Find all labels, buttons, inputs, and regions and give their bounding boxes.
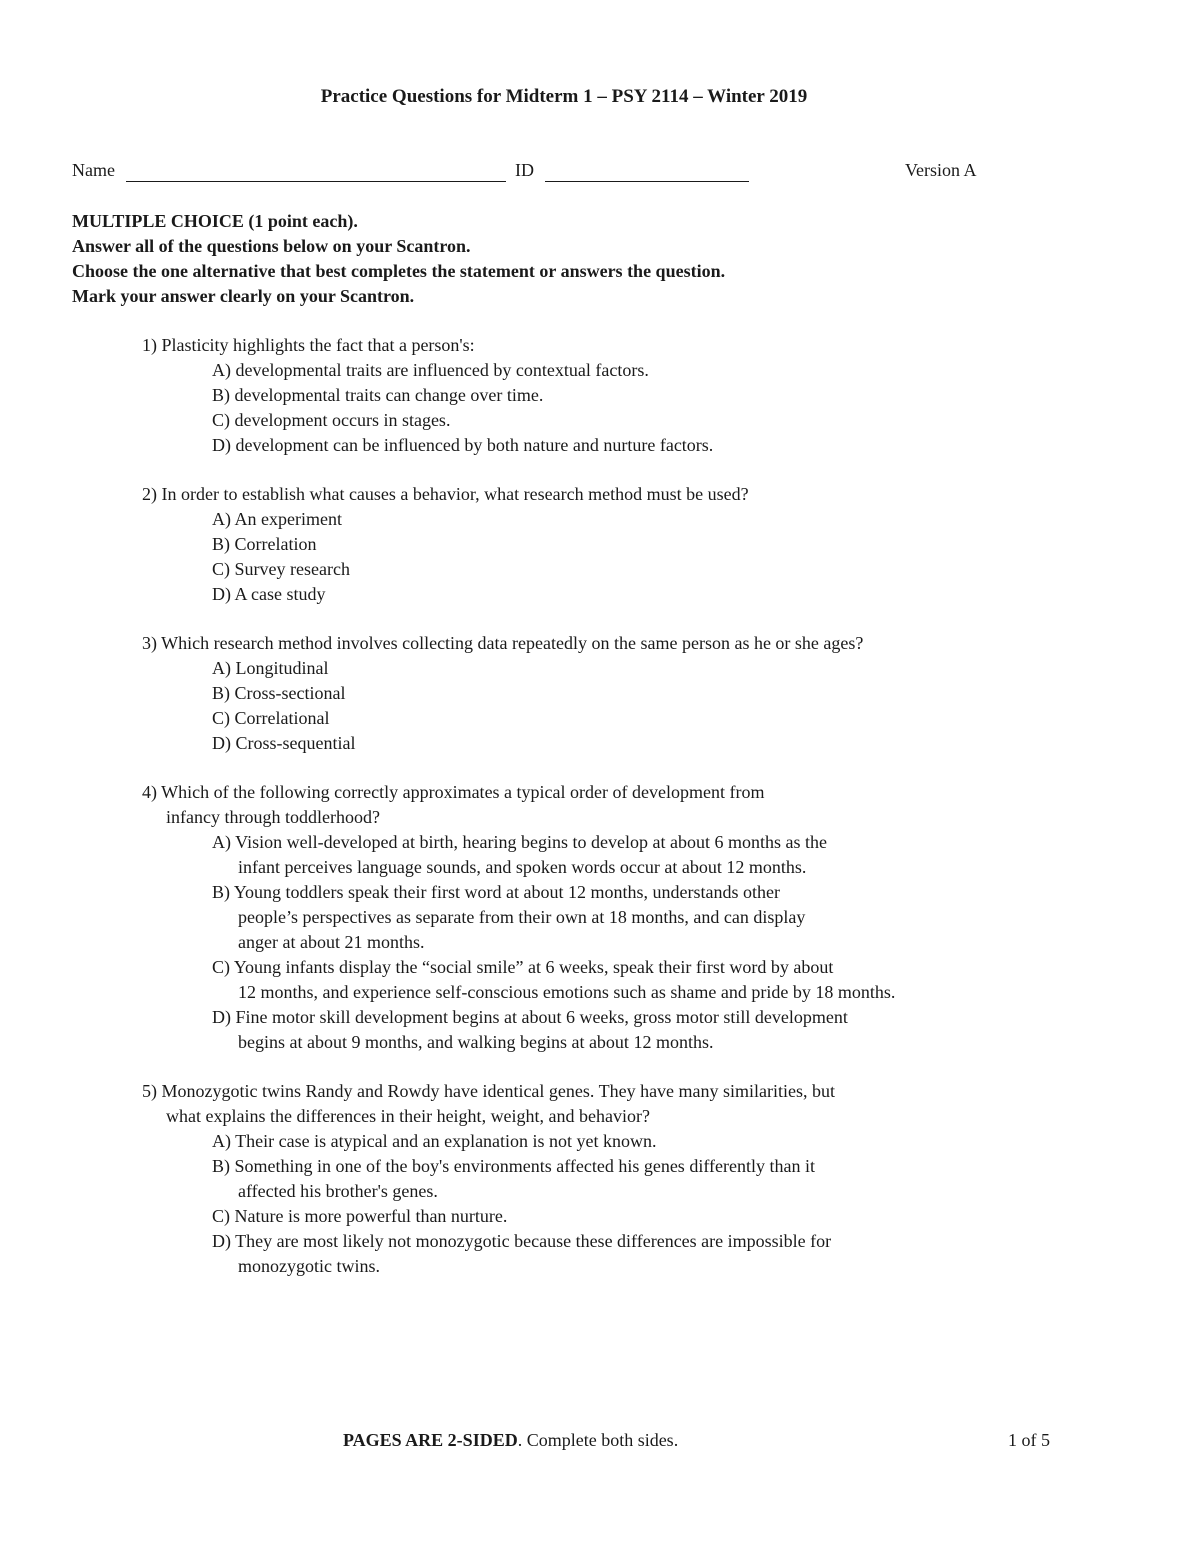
answer-choice: B) developmental traits can change over time. bbox=[212, 385, 544, 405]
question-stem: 1) Plasticity highlights the fact that a person's: bbox=[142, 335, 475, 355]
instructions-block bbox=[72, 209, 725, 309]
question-stem: 3) Which research method involves collecting data repeatedly on the same person as he or she ages? bbox=[142, 633, 864, 653]
question-stem: what explains the differences in their height, weight, and behavior? bbox=[166, 1106, 651, 1126]
page-number: 1 of 5 bbox=[1008, 1430, 1050, 1450]
version-label: Version A bbox=[905, 160, 977, 180]
question-item bbox=[142, 482, 1042, 607]
instructions-heading: MULTIPLE CHOICE (1 point each). bbox=[72, 211, 358, 231]
answer-choice: B) Correlation bbox=[212, 534, 317, 554]
answer-choice: monozygotic twins. bbox=[238, 1256, 380, 1276]
answer-choice: B) Something in one of the boy's environments affected his genes differently than it bbox=[212, 1156, 815, 1176]
question-stem: 4) Which of the following correctly approximates a typical order of development from bbox=[142, 782, 765, 802]
footer-note bbox=[343, 1430, 678, 1451]
answer-choice: 12 months, and experience self-conscious emotions such as shame and pride by 18 months. bbox=[238, 982, 896, 1002]
page-title: Practice Questions for Midterm 1 – PSY 2114 – Winter 2019 bbox=[320, 86, 808, 107]
question-item bbox=[142, 1079, 1042, 1279]
question-stem: infancy through toddlerhood? bbox=[166, 807, 380, 827]
footer-note-bold: PAGES ARE 2-SIDED bbox=[343, 1430, 518, 1450]
answer-choice: A) developmental traits are influenced by contextual factors. bbox=[212, 360, 649, 380]
question-item bbox=[142, 333, 1042, 458]
answer-choice: A) An experiment bbox=[212, 509, 342, 529]
answer-choice: D) A case study bbox=[212, 584, 326, 604]
instructions-line: Answer all of the questions below on your Scantron. bbox=[72, 236, 471, 256]
instructions-line: Choose the one alternative that best completes the statement or answers the question. bbox=[72, 261, 726, 281]
footer-note-text: . Complete both sides. bbox=[517, 1430, 679, 1450]
answer-choice: C) development occurs in stages. bbox=[212, 410, 451, 430]
answer-choice: D) Fine motor skill development begins at about 6 weeks, gross motor still development bbox=[212, 1007, 848, 1027]
question-list bbox=[142, 333, 1042, 1303]
student-info-row bbox=[72, 160, 1072, 188]
answer-choice: D) They are most likely not monozygotic because these differences are impossible for bbox=[212, 1231, 832, 1251]
page-footer bbox=[0, 1430, 1200, 1456]
answer-choice: C) Correlational bbox=[212, 708, 330, 728]
question-item bbox=[142, 780, 1042, 1055]
id-blank-line bbox=[545, 181, 749, 182]
question-item bbox=[142, 631, 1042, 756]
name-label: Name bbox=[72, 160, 115, 180]
answer-choice: A) Longitudinal bbox=[212, 658, 329, 678]
answer-choice: B) Young toddlers speak their first word at about 12 months, understands other bbox=[212, 882, 780, 902]
answer-choice: B) Cross-sectional bbox=[212, 683, 346, 703]
answer-choice: infant perceives language sounds, and spoken words occur at about 12 months. bbox=[238, 857, 807, 877]
name-blank-line bbox=[126, 181, 506, 182]
answer-choice: people’s perspectives as separate from their own at 18 months, and can display bbox=[238, 907, 806, 927]
answer-choice: C) Survey research bbox=[212, 559, 350, 579]
answer-choice: C) Nature is more powerful than nurture. bbox=[212, 1206, 508, 1226]
answer-choice: D) Cross-sequential bbox=[212, 733, 356, 753]
answer-choice: begins at about 9 months, and walking begins at about 12 months. bbox=[238, 1032, 714, 1052]
answer-choice: anger at about 21 months. bbox=[238, 932, 425, 952]
answer-choice: A) Vision well-developed at birth, hearing begins to develop at about 6 months as the bbox=[212, 832, 827, 852]
instructions-line: Mark your answer clearly on your Scantron. bbox=[72, 286, 415, 306]
question-stem: 2) In order to establish what causes a behavior, what research method must be used? bbox=[142, 484, 749, 504]
answer-choice: affected his brother's genes. bbox=[238, 1181, 438, 1201]
id-label: ID bbox=[515, 160, 534, 180]
answer-choice: A) Their case is atypical and an explanation is not yet known. bbox=[212, 1131, 657, 1151]
question-stem: 5) Monozygotic twins Randy and Rowdy have identical genes. They have many similarities, but bbox=[142, 1081, 836, 1101]
answer-choice: D) development can be influenced by both nature and nurture factors. bbox=[212, 435, 714, 455]
answer-choice: C) Young infants display the “social smile” at 6 weeks, speak their first word by about bbox=[212, 957, 834, 977]
